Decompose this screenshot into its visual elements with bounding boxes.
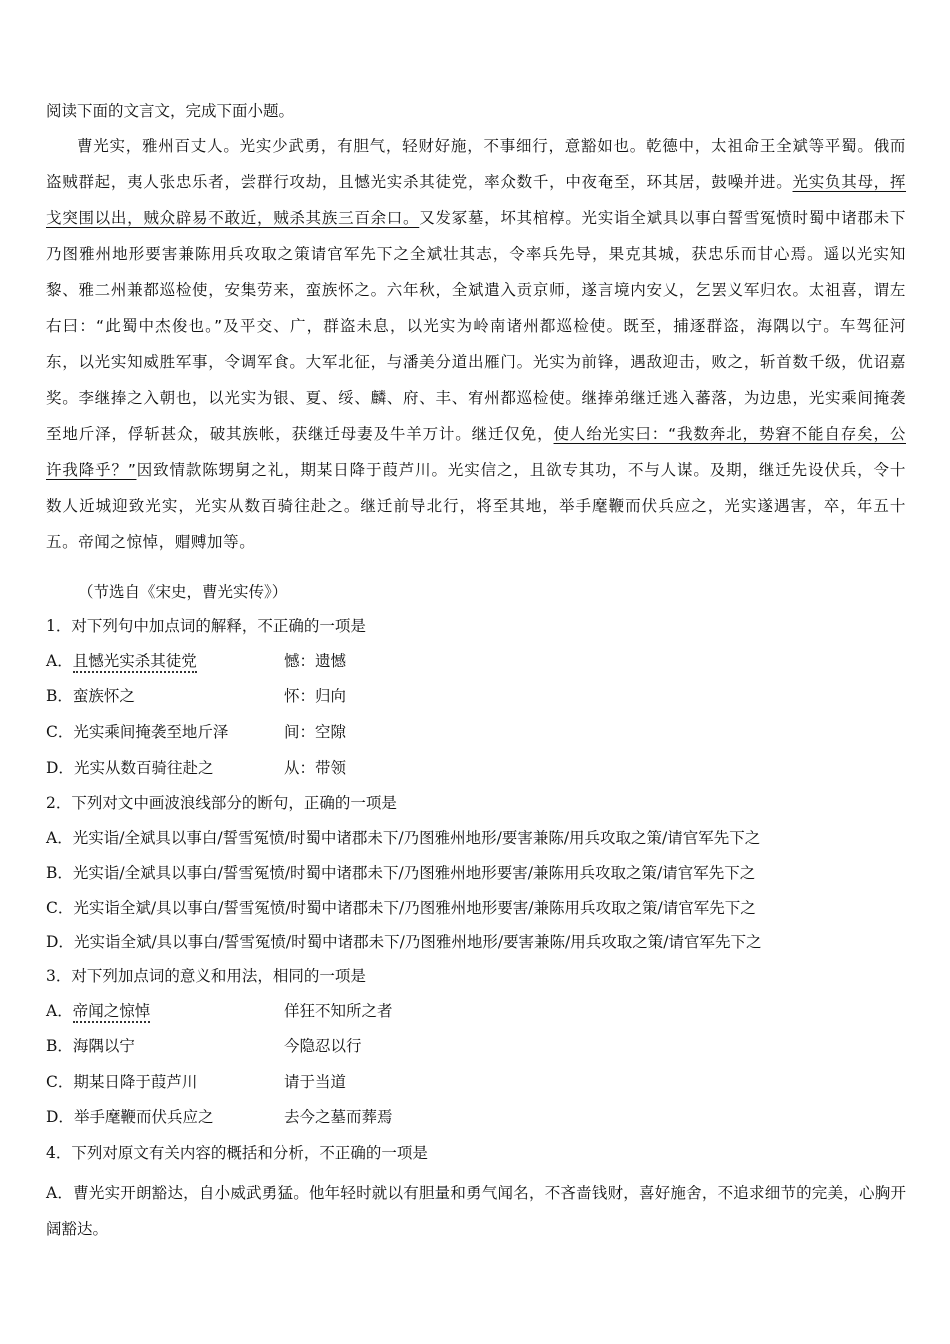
option-row xyxy=(46,826,904,850)
option-gloss: 间：空隙 xyxy=(284,723,347,741)
option-text: 海隅以宁 xyxy=(72,1037,135,1055)
option-label: B． xyxy=(46,687,73,705)
option-gloss: 今隐忍以行 xyxy=(284,1037,362,1055)
option-row xyxy=(46,861,904,885)
option-text: 曹光实开朗豁达，自小威武勇猛。他年轻时就以有胆量和勇气闻名，不吝啬钱财，喜好施舍，不追求细节的完美，心胸开阔豁达。 xyxy=(46,1184,906,1238)
option-gloss: 从：带领 xyxy=(284,759,347,777)
option-label: B． xyxy=(46,864,73,882)
option-label: D． xyxy=(46,1108,74,1126)
option-label: B． xyxy=(46,1037,73,1055)
classical-passage xyxy=(46,128,906,560)
option-text: 光实诣全斌/具以事白/誓雪冤愤/时蜀中诸郡未下/乃图雅州地形要害/兼陈用兵攻取之策/请官军先下之 xyxy=(73,899,756,917)
option-text: 光实诣/全斌具以事白/誓雪冤愤/时蜀中诸郡未下/乃图雅州地形/要害兼陈/用兵攻取之策/请官军先下之 xyxy=(72,829,761,847)
question-stem: 2．下列对文中画波浪线部分的断句，正确的一项是 xyxy=(46,794,397,812)
passage-text: 又发冢墓，坏其棺椁。光实诣全斌具以事白誓雪冤愤时蜀中诸郡未下乃图雅州地形要害兼陈用兵攻取之策请官军先下之全斌壮其志，令率兵先导，果克其城，获忠乐而甘心焉。遥以光实知黎、雅二州兼都巡检使，安集劳来，蛮族怀之。六年秋，全斌遣入贡京师，遂言境内安乂，乞罢义军归农。太祖喜，谓左右曰：“此蜀中杰俊也。”及平交、广，群盗未息，以光实为岭南诸州都巡检使。既至，捕逐群盗，海隅以宁。车驾征河东，以光实知威胜军事，令调军食。大军北征，与潘美分道出雁门。光实为前锋，遇敌迎击，败之，斩首数千级，优诏嘉奖。李继捧之入朝也，以光实为银、夏、绥、麟、府、丰、宥州都巡检使。继捧弟继迁逃入蕃落，为边患，光实乘间掩袭至地斤泽，俘斩甚众，破其族帐，获继迁母妻及牛羊万计。继迁仅免， xyxy=(46,209,906,443)
option-label: D． xyxy=(46,933,74,951)
question-stem: 1．对下列句中加点词的解释，不正确的一项是 xyxy=(46,617,366,635)
option-label: C． xyxy=(46,899,74,917)
question-stem: 3．对下列加点词的意义和用法，相同的一项是 xyxy=(46,967,366,985)
option-row xyxy=(46,930,904,954)
option-label: C． xyxy=(46,723,74,741)
option-text: 蛮族怀之 xyxy=(72,687,135,705)
option-gloss: 佯狂不知所之者 xyxy=(284,1002,393,1020)
source-citation: （节选自《宋史，曹光实传》） xyxy=(78,583,288,601)
option-text: 帝闻之惊悼 xyxy=(73,1002,151,1023)
passage-text: 曹光实，雅州百丈人。光实少武勇，有胆气，轻财好施，不事细行，意豁如也。乾德中，太祖命王全斌等平蜀。俄而盗贼群起，夷人张忠乐者，尝群行攻劫，且憾光实杀其徒党，率众数千，中夜奄至，环其居，鼓噪并进。 xyxy=(46,137,906,191)
option-label: C． xyxy=(46,1073,74,1091)
underlined-sentence: 使人绐光实曰：“我数奔北，势窘不能自存矣，公许我降乎？” xyxy=(46,425,906,479)
option-label: A． xyxy=(46,1002,73,1020)
option-text: 光实从数百骑往赴之 xyxy=(73,759,214,777)
underlined-sentence: 光实负其母，挥戈突围以出，贼众辟易不敢近，贼杀其族三百余口。 xyxy=(46,173,907,227)
option-label: A． xyxy=(46,1184,74,1202)
option-row xyxy=(46,896,904,920)
option-row xyxy=(46,1175,906,1247)
option-text: 光实诣全斌/具以事白/誓雪冤愤/时蜀中诸郡未下/乃图雅州地形/要害兼陈/用兵攻取之策/请官军先下之 xyxy=(73,933,762,951)
option-gloss: 去今之墓而葬焉 xyxy=(284,1108,393,1126)
passage-text: 因致情款陈甥舅之礼，期某日降于葭芦川。光实信之，且欲专其功，不与人谋。及期，继迁先设伏兵，令十数人近城迎致光实，光实从数百骑往赴之。继迁前导北行，将至其地，举手麾鞭而伏兵应之，光实遂遇害，卒，年五十五。帝闻之惊悼，赗赙加等。 xyxy=(46,461,906,551)
option-text: 光实乘间掩袭至地斤泽 xyxy=(73,723,229,741)
option-text: 举手麾鞭而伏兵应之 xyxy=(73,1108,214,1126)
option-label: A． xyxy=(46,829,73,847)
option-text: 光实诣/全斌具以事白/誓雪冤愤/时蜀中诸郡未下/乃图雅州地形要害/兼陈用兵攻取之策/请官军先下之 xyxy=(72,864,756,882)
option-gloss: 请于当道 xyxy=(284,1073,347,1091)
instruction-text: 阅读下面的文言文，完成下面小题。 xyxy=(46,102,295,120)
option-text: 期某日降于葭芦川 xyxy=(73,1073,198,1091)
option-label: A． xyxy=(46,652,73,670)
option-gloss: 怀：归向 xyxy=(284,687,347,705)
option-gloss: 憾：遗憾 xyxy=(284,652,347,670)
option-text: 且憾光实杀其徒党 xyxy=(73,652,197,673)
question-stem: 4．下列对原文有关内容的概括和分析，不正确的一项是 xyxy=(46,1144,428,1162)
option-label: D． xyxy=(46,759,74,777)
